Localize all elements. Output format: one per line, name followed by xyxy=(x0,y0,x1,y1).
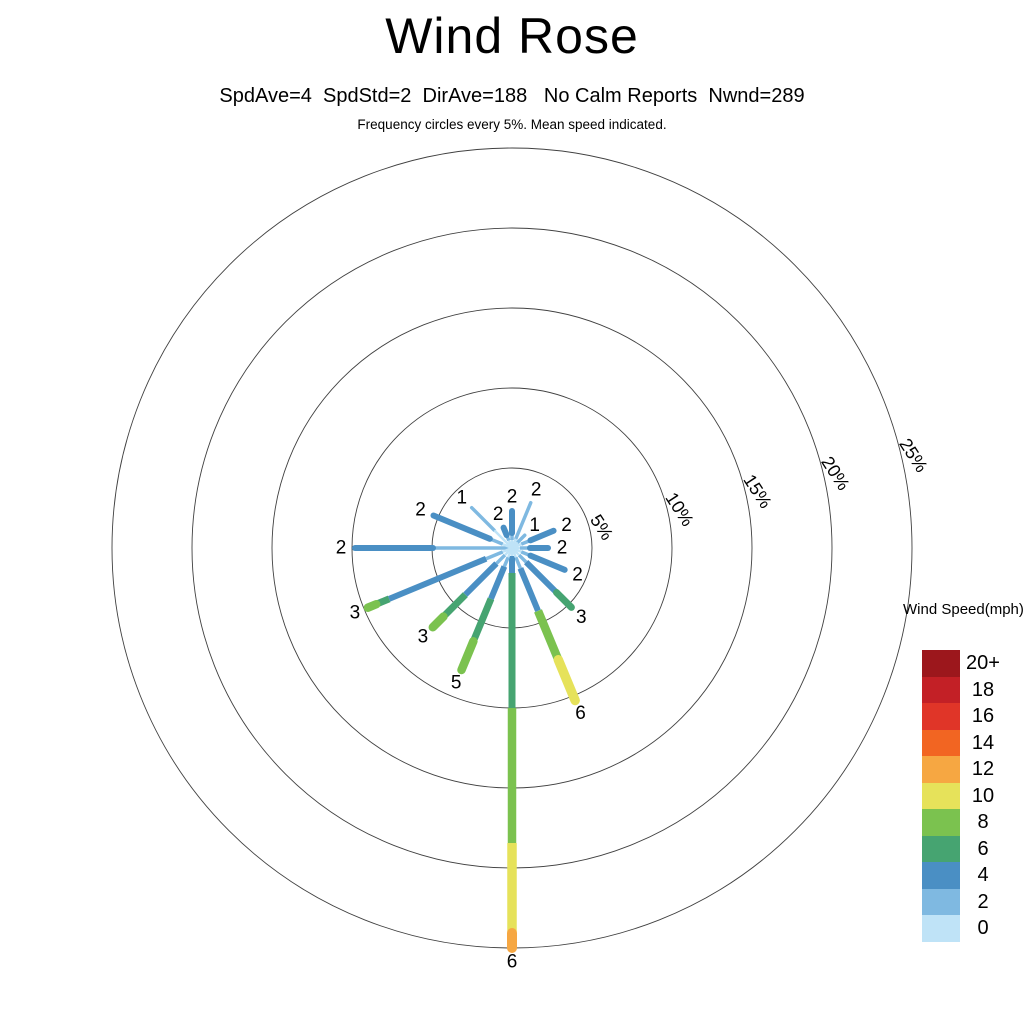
chart-caption: Frequency circles every 5%. Mean speed indicated. xyxy=(357,117,667,132)
wind-spoke-segment xyxy=(504,557,508,566)
legend-speed-label: 18 xyxy=(971,678,995,701)
wind-spoke-segment xyxy=(496,555,504,563)
mean-speed-label: 6 xyxy=(506,951,518,973)
mean-speed-label: 6 xyxy=(575,702,586,724)
legend-speed-label: 16 xyxy=(971,705,995,727)
mean-speed-label: 2 xyxy=(572,564,583,586)
mean-speed-label: 2 xyxy=(335,537,347,559)
legend-speed-label: 0 xyxy=(977,917,989,939)
wind-spoke-segment xyxy=(491,566,504,598)
wind-spoke-segment xyxy=(368,604,376,607)
legend-speed-label: 20+ xyxy=(966,652,1000,674)
wind-spoke-segment xyxy=(538,611,558,660)
mean-speed-label: 2 xyxy=(556,537,568,559)
chart-stats-subtitle: SpdAve=4 SpdStd=2 DirAve=188 No Calm Reports Nwnd=289 xyxy=(219,85,805,107)
wind-spoke-segment xyxy=(504,528,507,535)
mean-speed-label: 3 xyxy=(349,602,361,624)
mean-speed-label: 2 xyxy=(530,479,542,501)
ring-percent-label: 10% xyxy=(661,488,698,530)
wind-spoke-segment xyxy=(557,593,572,608)
legend-speed-label: 14 xyxy=(971,731,995,754)
legend-speed-label: 8 xyxy=(977,811,989,833)
mean-speed-label: 3 xyxy=(576,606,587,628)
mean-speed-label: 2 xyxy=(415,499,426,521)
ring-percent-label: 25% xyxy=(895,434,932,476)
wind-spoke-segment xyxy=(519,555,526,562)
mean-speed-label: 2 xyxy=(506,486,518,508)
mean-speed-label: 3 xyxy=(417,626,429,648)
wind-spoke-segment xyxy=(473,599,491,641)
ring-percent-label: 20% xyxy=(817,452,854,494)
wind-spoke-segment xyxy=(443,595,465,617)
wind-spoke-segment xyxy=(558,660,575,701)
wind-spoke-segment xyxy=(516,557,521,568)
legend-speed-label: 2 xyxy=(977,890,989,913)
mean-speed-label: 1 xyxy=(529,514,540,536)
ring-percent-label: 5% xyxy=(586,510,618,544)
mean-speed-label: 5 xyxy=(450,672,462,694)
chart-title: Wind Rose xyxy=(385,8,639,64)
legend-title: Wind Speed(mph) xyxy=(903,601,1024,618)
ring-percent-label: 15% xyxy=(739,470,776,512)
legend-speed-label: 12 xyxy=(971,758,995,780)
legend-speed-label: 6 xyxy=(977,837,989,860)
wind-spoke-segment xyxy=(389,559,486,599)
wind-spoke-segment xyxy=(433,617,444,628)
legend-speed-label: 4 xyxy=(977,864,989,886)
legend-speed-label: 10 xyxy=(971,784,995,807)
mean-speed-label: 2 xyxy=(561,514,572,536)
wind-spoke-segment xyxy=(472,508,495,531)
mean-speed-label: 2 xyxy=(492,504,504,526)
wind-spoke-segment xyxy=(461,641,473,670)
mean-speed-label: 1 xyxy=(456,487,468,509)
